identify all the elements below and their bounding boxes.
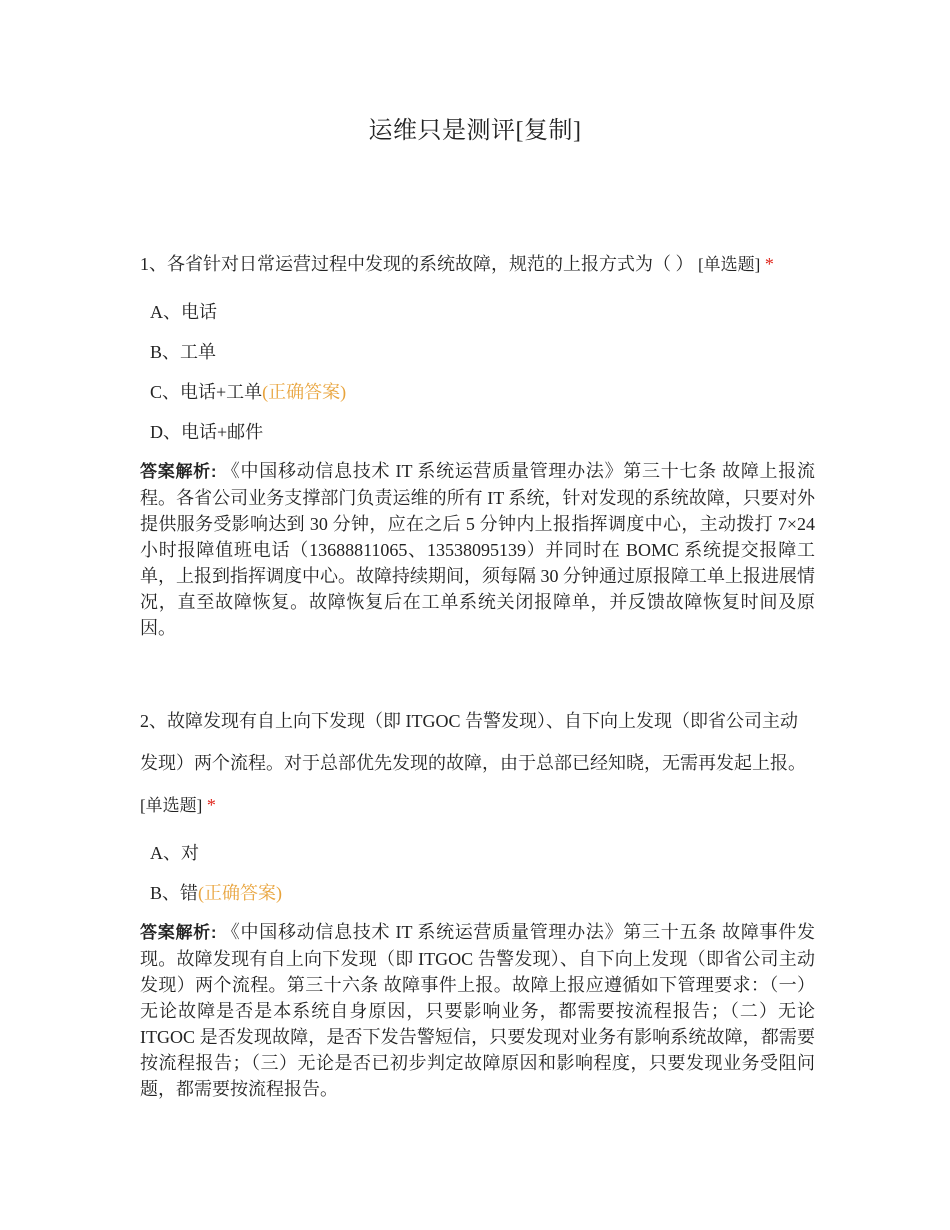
required-mark: * (764, 254, 774, 274)
option-b[interactable] (150, 873, 815, 913)
page-title: 运维只是测评[复制] (368, 118, 582, 144)
question-text (140, 243, 815, 286)
question-type-tag: [单选题] (698, 255, 761, 274)
options-list (140, 833, 815, 913)
question-number: 1、 (140, 254, 167, 274)
answer-analysis (140, 919, 815, 1102)
option-a[interactable] (150, 292, 815, 332)
option-label: D、电话+邮件 (150, 422, 264, 442)
option-b[interactable] (150, 332, 815, 372)
question-number: 2、 (140, 711, 167, 731)
correct-answer-tag: (正确答案) (198, 883, 283, 903)
analysis-text: 《中国移动信息技术 IT 系统运营质量管理办法》第三十七条 故障上报流程。各省公司业务支撑部门负责运维的所有 IT 系统，针对发现的系统故障，只要对外提供服务受影响达到 30 分钟，应在之后 5 分钟内上报指挥调度中心，主动拨打 7×24 小时报障值班电话（13688811065、13538095139）并同时在 BOMC 系统提交报障工单，上报到指挥调度中心。故障持续期间，须每隔 30 分钟通过原报障工单上报进展情况，直至故障恢复。故障恢复后在工单系统关闭报障单，并反馈故障恢复时间及原因。 (140, 461, 815, 638)
analysis-label: 答案解析: (140, 923, 217, 942)
question-2 (140, 700, 815, 1102)
option-label: C、电话+工单 (150, 382, 263, 402)
question-1 (140, 243, 815, 641)
analysis-label: 答案解析: (140, 462, 217, 481)
answer-analysis (140, 458, 815, 641)
required-mark: * (206, 795, 216, 815)
question-type-tag: [单选题] (140, 796, 203, 815)
option-label: B、错 (150, 883, 199, 903)
option-c[interactable] (150, 372, 815, 412)
option-label: A、电话 (150, 302, 217, 322)
option-label: B、工单 (150, 342, 217, 362)
analysis-text: 《中国移动信息技术 IT 系统运营质量管理办法》第三十五条 故障事件发现。故障发现有自上向下发现（即 ITGOC 告警发现）、自下向上发现（即省公司主动发现）两个流程。第三十六条 故障事件上报。故障上报应遵循如下管理要求：（一）无论故障是否是本系统自身原因，只要影响业务，都需要按流程报告；（二）无论 ITGOC 是否发现故障，是否下发告警短信，只要发现对业务有影响系统故障，都需要按流程报告；（三）无论是否已初步判定故障原因和影响程度，只要发现业务受阻问题，都需要按流程报告。 (140, 922, 815, 1099)
question-body: 各省针对日常运营过程中发现的系统故障，规范的上报方式为（ ） (167, 254, 694, 274)
option-a[interactable] (150, 833, 815, 873)
question-body: 故障发现有自上向下发现（即 ITGOC 告警发现）、自下向上发现（即省公司主动发现）两个流程。对于总部优先发现的故障，由于总部已经知晓，无需再发起上报。 (140, 711, 806, 773)
options-list (140, 292, 815, 452)
option-label: A、对 (150, 843, 199, 863)
question-text (140, 700, 815, 827)
correct-answer-tag: (正确答案) (262, 382, 347, 402)
option-d[interactable] (150, 412, 815, 452)
